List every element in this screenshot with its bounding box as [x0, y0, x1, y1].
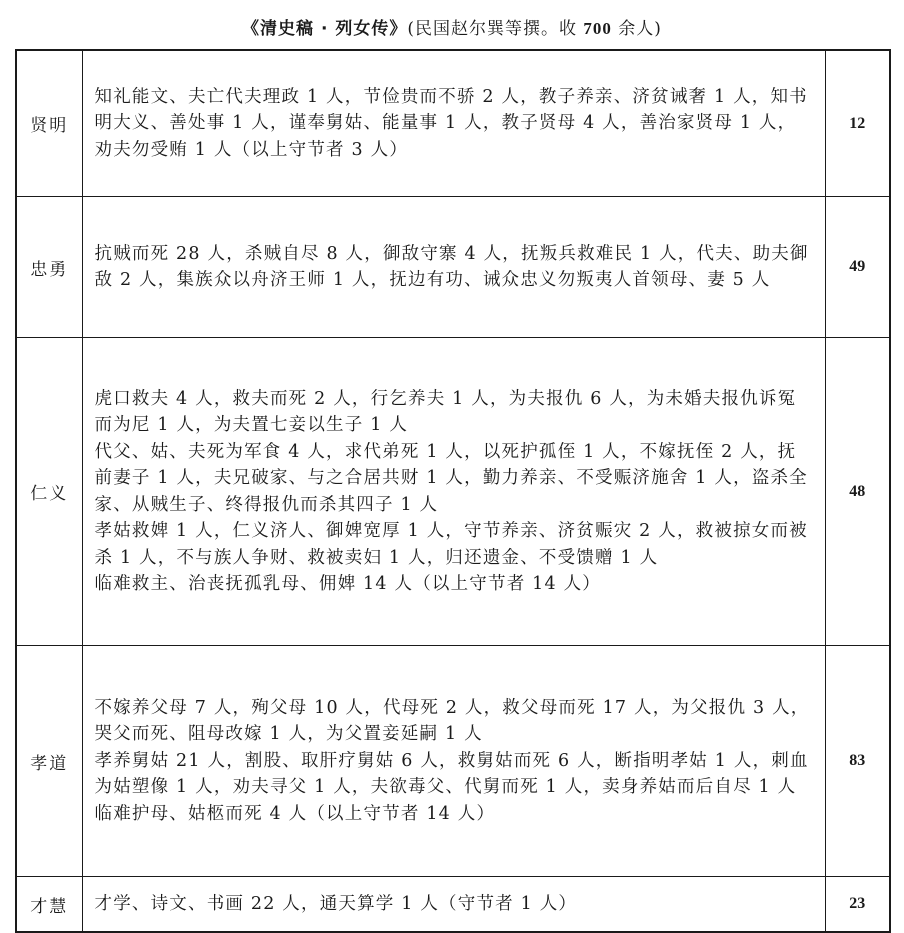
count-cell: 83	[825, 646, 890, 877]
page-title	[0, 14, 904, 39]
count-cell: 12	[825, 50, 890, 197]
table-row	[16, 338, 890, 646]
description-cell	[82, 646, 825, 877]
count-cell: 23	[825, 877, 890, 933]
book-title: 《清史稿 · 列女传》	[242, 19, 408, 39]
description-line: 孝姑救婢 1 人，仁义济人、御婢宽厚 1 人，守节养亲、济贫赈灾 2 人，救被掠女而被杀 1 人，不与族人争财、救被卖妇 1 人，归还遗金、不受馈赠 1 人	[94, 521, 808, 568]
description-line: 孝养舅姑 21 人，割股、取肝疗舅姑 6 人，救舅姑而死 6 人，断指明孝姑 1 人，刺血为姑塑像 1 人，劝夫寻父 1 人，夫欲毒父、代舅而死 1 人，卖身养姑而后自尽 1 人	[94, 750, 809, 798]
description-cell	[82, 338, 825, 646]
table-row	[16, 646, 890, 877]
count-cell: 48	[825, 338, 890, 646]
title-note-prefix: (民国赵尔巽等撰。收	[407, 19, 584, 39]
description-line: 知礼能文、夫亡代夫理政 1 人，节俭贵而不骄 2 人，教子养亲、济贫诫奢 1 人，知书明大义、善处事 1 人，谨奉舅姑、能量事 1 人，教子贤母 4 人，善治家贤母 1 人，劝夫勿受贿 1 人（以上守节者 3 人）	[94, 86, 808, 160]
description-line: 虎口救夫 4 人，救夫而死 2 人，行乞养夫 1 人，为夫报仇 6 人，为未婚夫报仇诉冤而为尼 1 人，为夫置七妾以生子 1 人	[94, 388, 797, 435]
description-line: 才学、诗文、书画 22 人，通天算学 1 人（守节者 1 人）	[94, 893, 578, 914]
count-cell: 49	[825, 197, 890, 338]
category-cell: 才慧	[16, 877, 82, 933]
table-row	[16, 197, 890, 338]
table-row	[16, 50, 890, 197]
description-cell	[82, 197, 825, 338]
description-line: 临难护母、姑柩而死 4 人（以上守节者 14 人）	[94, 803, 496, 824]
description-cell	[82, 50, 825, 197]
description-line: 抗贼而死 28 人，杀贼自尽 8 人，御敌守寨 4 人，抚叛兵救难民 1 人，代夫、助夫御敌 2 人，集族众以舟济王师 1 人，抚边有功、诫众忠义勿叛夷人首领母、妻 5 人	[94, 243, 809, 290]
description-line: 代父、姑、夫死为军食 4 人，求代弟死 1 人，以死护孤侄 1 人，不嫁抚侄 2 人，抚前妻子 1 人，夫兄破家、与之合居共财 1 人，勤力养亲、不受赈济施舍 1 人，盗杀全家、从贼生子、终得报仇而杀其四子 1 人	[94, 441, 808, 515]
title-note-count: 700	[583, 19, 612, 38]
category-cell: 孝道	[16, 646, 82, 877]
virtues-table	[15, 49, 891, 933]
description-cell	[82, 877, 825, 933]
table-row	[16, 877, 890, 933]
description-line: 临难救主、治丧抚孤乳母、佣婢 14 人（以上守节者 14 人）	[94, 574, 601, 594]
category-cell: 贤明	[16, 50, 82, 197]
category-cell: 仁义	[16, 338, 82, 646]
category-cell: 忠勇	[16, 197, 82, 338]
title-note	[407, 19, 662, 39]
title-note-suffix: 余人)	[611, 19, 662, 39]
description-line: 不嫁养父母 7 人，殉父母 10 人，代母死 2 人，救父母而死 17 人，为父报仇 3 人，哭父而死、阻母改嫁 1 人，为父置妾延嗣 1 人	[94, 697, 810, 745]
